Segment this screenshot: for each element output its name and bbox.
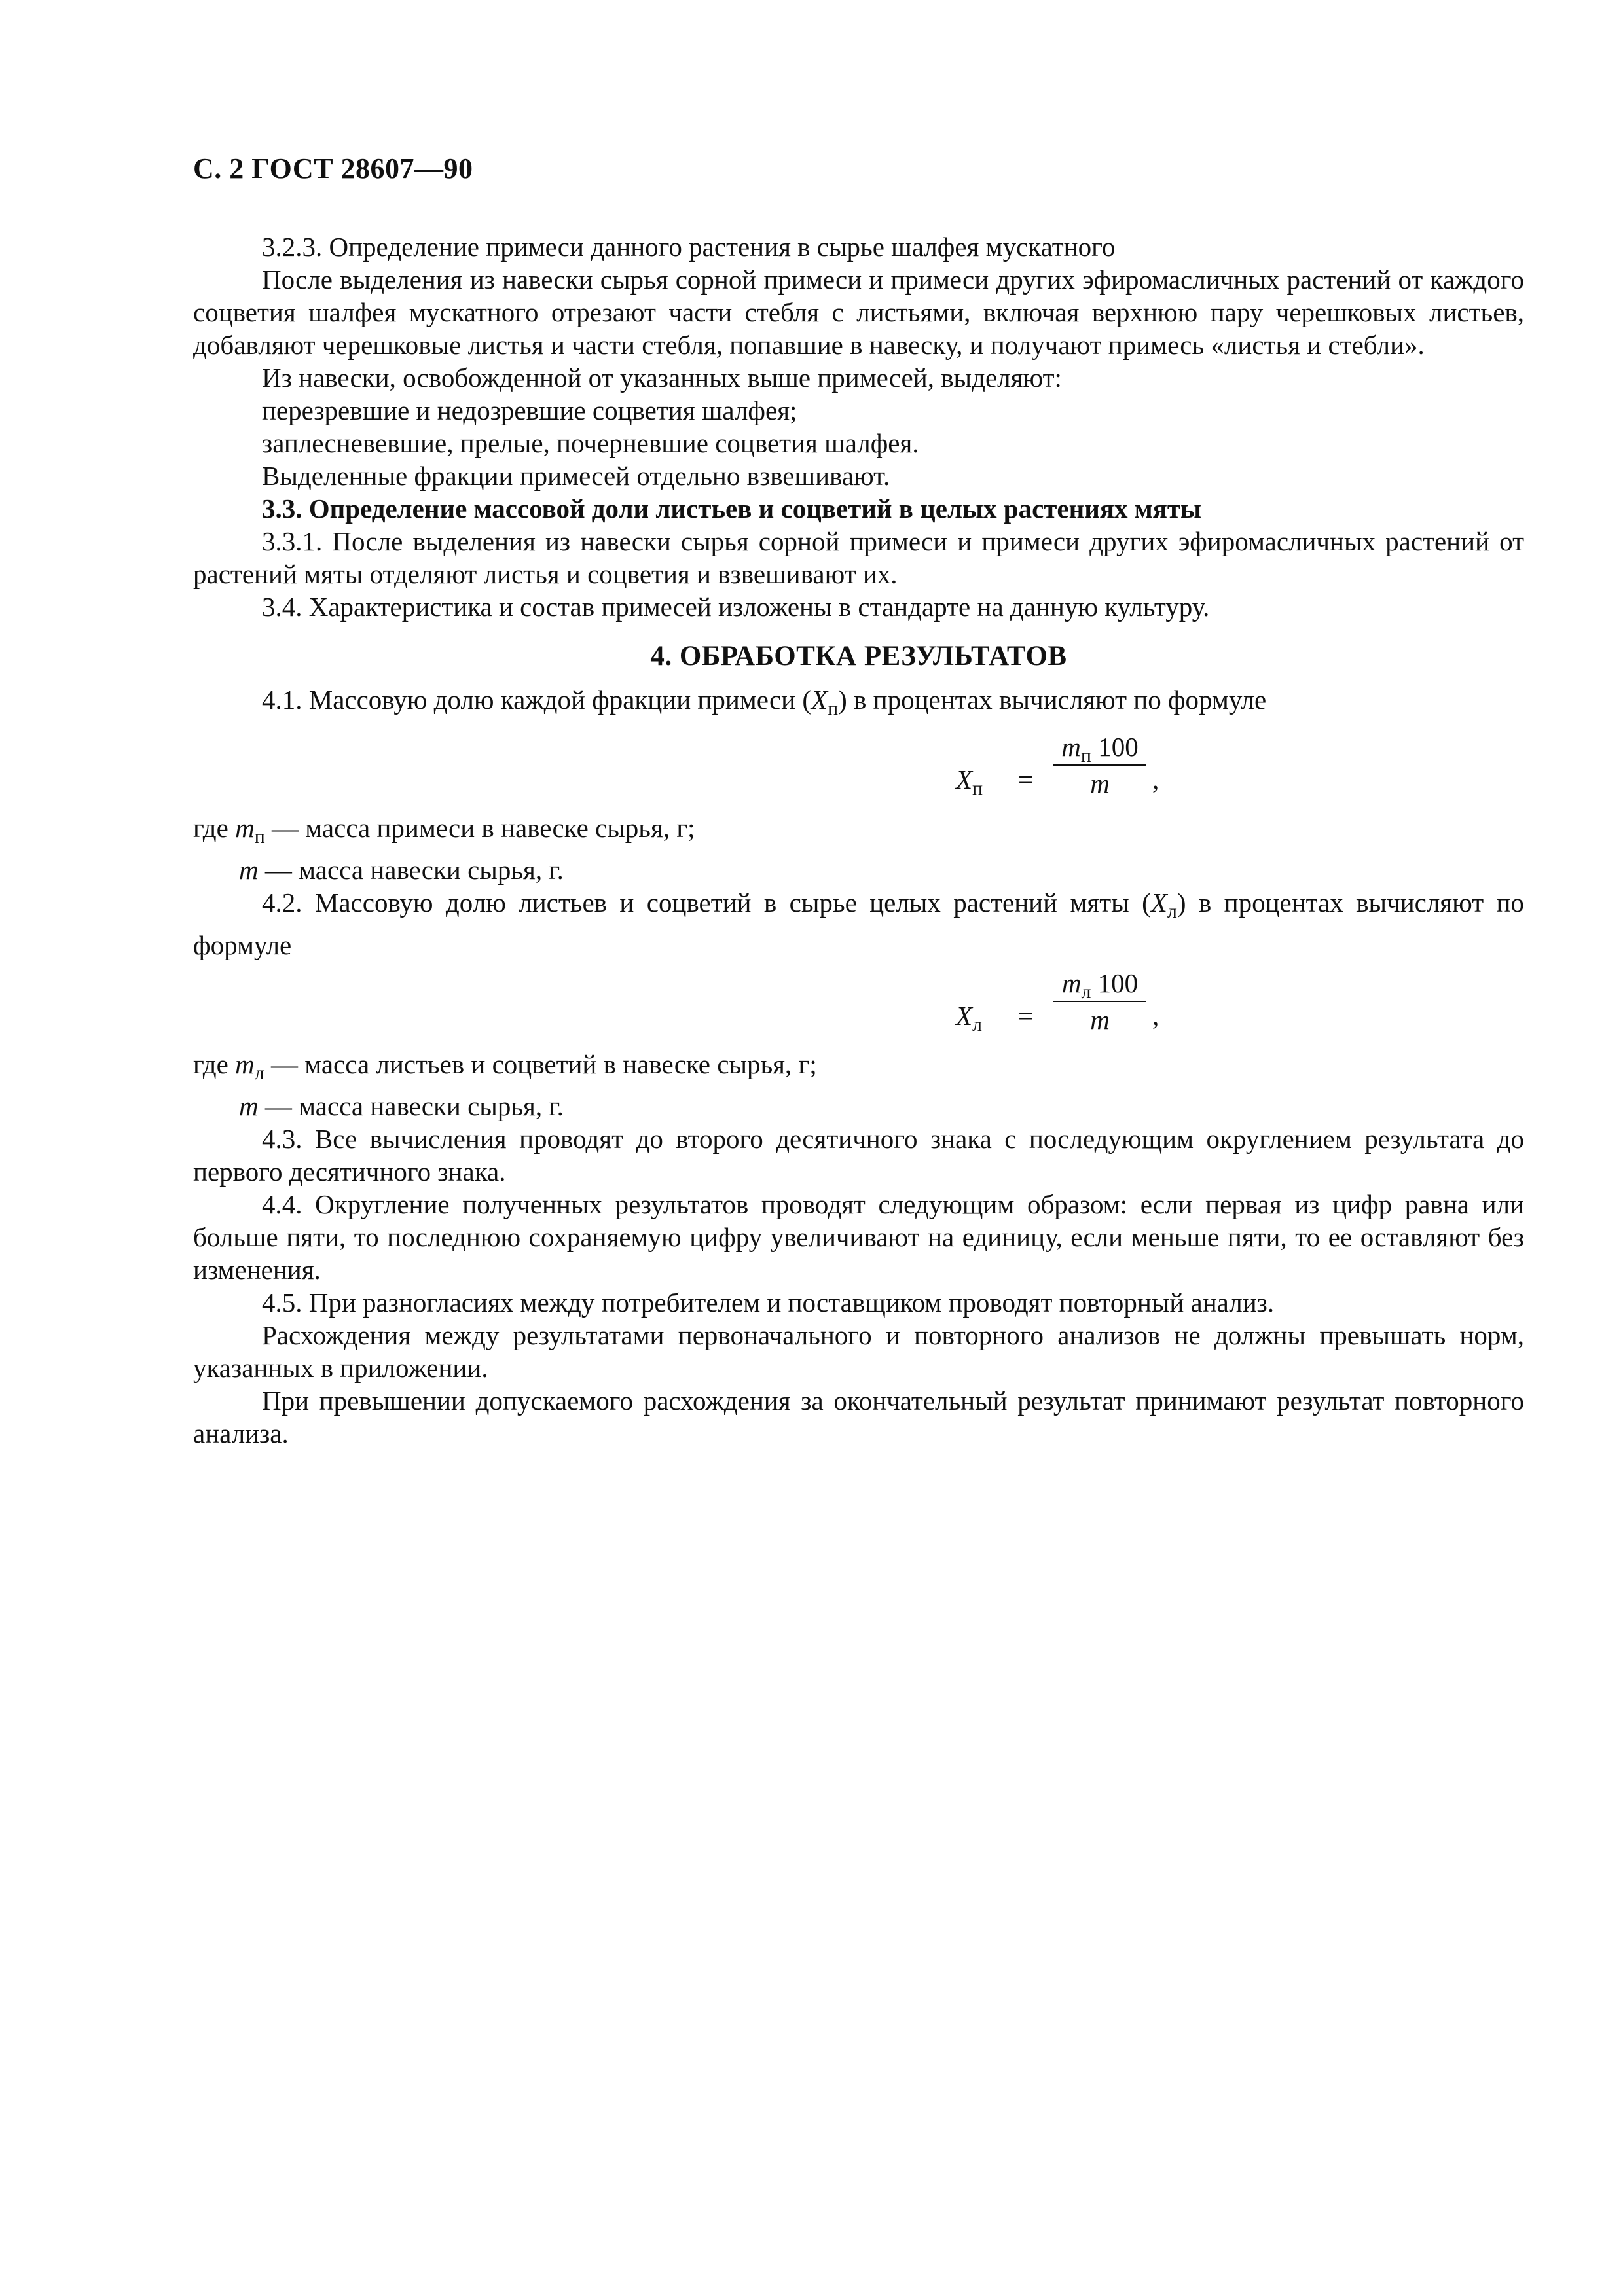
formula-2: $X_л$ = $m_л$ 100 m , <box>193 961 1524 1048</box>
section-4-heading: 4. ОБРАБОТКА РЕЗУЛЬТАТОВ <box>650 641 1067 672</box>
paragraph-4-5: 4.5. При разногласиях между потребителем и поставщиком проводят повторный анализ. <box>262 1287 1275 1318</box>
paragraph-discrepancy: Расхождения между результатами первоначального и повторного анализов не должны превышать норм, указанных в приложении. <box>193 1319 1524 1383</box>
formula-1: $X_п$ = $m_п$ 100 m , <box>193 725 1524 812</box>
where-1-b: m — масса навески сырья, г. <box>239 855 564 886</box>
formula-1-fraction: $m_п$ 100 m <box>1051 730 1149 800</box>
paragraph-3-4: 3.4. Характеристика и состав примесей изложены в стандарте на данную культуру. <box>262 592 1210 622</box>
paragraph-4-2: 4.2. Массовую долю листьев и соцветий в сырье целых растений мяты $(X_л)$ в процентах вычисляют по формуле <box>193 888 1524 960</box>
document-body <box>193 230 1524 1450</box>
where-2-a: где $m_л$ — масса листьев и соцветий в навеске сырья, г; <box>193 1049 817 1084</box>
page-header: С. 2 ГОСТ 28607—90 <box>193 152 473 185</box>
list-item-overripe: перезревшие и недозревшие соцветия шалфея; <box>262 395 797 425</box>
paragraph-weighed: Выделенные фракции примесей отдельно взвешивают. <box>262 461 890 491</box>
where-2-b: m — масса навески сырья, г. <box>239 1090 564 1121</box>
paragraph-3-3-1: 3.3.1. После выделения из навески сырья сорной примеси и примеси других эфиромасличных растений от растений мяты отделяют листья и соцветия и взвешивают их. <box>193 526 1524 589</box>
paragraph-3-2-3-text: После выделения из навески сырья сорной примеси и примеси других эфиромасличных растений от каждого соцветия шалфея мускатного отрезают части стебля с листьями, включая верхнюю пару черешковых листьев, добавляют черешковые листья и части стебля, попавшие в навеску, и получают примесь «листья и стебли». <box>193 264 1524 360</box>
formula-2-fraction: $m_л$ 100 m <box>1051 967 1149 1036</box>
formula-1-lhs: $X_п$ <box>956 764 983 800</box>
paragraph-final: При превышении допускаемого расхождения за окончательный результат принимают результат повторного анализа. <box>193 1385 1524 1448</box>
paragraph-4-3: 4.3. Все вычисления проводят до второго десятичного знака с последующим округлением результата до первого десятичного знака. <box>193 1123 1524 1187</box>
list-item-moldy: заплесневевшие, прелые, почерневшие соцветия шалфея. <box>262 428 919 458</box>
paragraph-3-2-3-title: 3.2.3. Определение примеси данного растения в сырье шалфея мускатного <box>262 232 1116 262</box>
paragraph-4-4: 4.4. Округление полученных результатов проводят следующим образом: если первая из цифр равна или больше пяти, то последнюю сохраняемую цифру увеличивают на единицу, если меньше пяти, то ее оставляют без изменения. <box>193 1189 1524 1285</box>
paragraph-3-3-title: 3.3. Определение массовой доли листьев и соцветий в целых растениях мяты <box>262 493 1202 524</box>
paragraph-from-sample: Из навески, освобожденной от указанных выше примесей, выделяют: <box>262 363 1062 393</box>
where-1-a: где $m_п$ — масса примеси в навеске сырья, г; <box>193 813 695 848</box>
formula-2-lhs: $X_л$ <box>956 1000 983 1035</box>
paragraph-4-1: 4.1. Массовую долю каждой фракции примеси $(X_п)$ в процентах вычисляют по формуле <box>262 685 1267 720</box>
